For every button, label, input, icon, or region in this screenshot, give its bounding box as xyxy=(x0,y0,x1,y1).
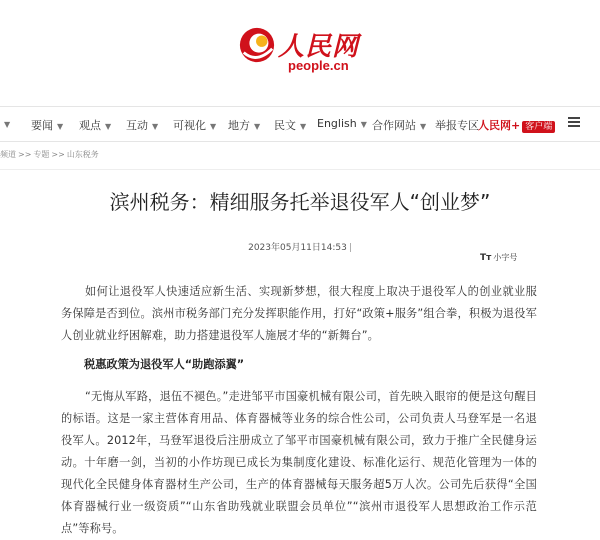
chevron-down-icon: ▼ xyxy=(360,120,367,129)
masthead xyxy=(0,0,600,107)
publish-date: 2023年05月11日14:53 xyxy=(248,243,347,253)
nav-item-label: 要闻 xyxy=(31,119,53,132)
logo-text-cn: 人民网 xyxy=(278,32,360,62)
hamburger-menu-icon[interactable] xyxy=(568,117,580,127)
people-logo-mark-icon xyxy=(238,26,276,64)
nav-item-label: 可视化 xyxy=(173,119,206,132)
divider xyxy=(0,169,600,170)
article-subheading: 税惠政策为退役军人“助跑添翼” xyxy=(84,358,245,371)
nav-item-opinion[interactable] xyxy=(79,117,111,133)
nav-item-label: 民文 xyxy=(274,119,296,132)
chevron-down-icon: ▼ xyxy=(57,122,64,131)
chevron-down-icon: ▼ xyxy=(210,122,217,131)
meta-separator: | xyxy=(348,243,352,253)
chevron-down-icon: ▼ xyxy=(152,122,159,131)
article-paragraph: “无悔从军路，退伍不褪色。”走进邹平市国豪机械有限公司，首先映入眼帘的便是这句醒目的标语。这是一家主营体育用品、体育器械等业务的综合性公司，公司负责人马登军是一名退役军人。2012年，马登军退役后注册成立了邹平市国豪机械有限公司，致力于推广全民健身运动。十年磨一剑，当初的小作坊现已成长为集制度化建设、标准化运行、规范化管理为一体的现代化全民健身体育器材生产公司，生产的体育器械每天服务超5万人次。公司先后获得“全国体育器械行业一级资质”“山东省助残就业联盟会员单位”“滨州市退役军人思想政治工作示范点”等称号。 xyxy=(61,390,537,535)
nav-item-label: English xyxy=(317,117,357,130)
logo-text-en: people.cn xyxy=(288,58,349,73)
nav-item-label: 地方 xyxy=(228,119,250,132)
chevron-down-icon: ▼ xyxy=(300,122,307,131)
font-size-icon: Tт xyxy=(480,253,492,263)
font-size-label: 小字号 xyxy=(493,253,518,262)
chevron-down-icon: ▼ xyxy=(4,120,11,129)
breadcrumb-topic[interactable]: 专题 xyxy=(33,150,50,159)
breadcrumb-shandong-tax[interactable]: 山东税务 xyxy=(66,150,99,159)
article-paragraph: 如何让退役军人快速适应新生活、实现新梦想，很大程度上取决于退役军人的创业就业服务保障是否到位。滨州市税务部门充分发挥职能作用，打好“政策+服务”组合拳，积极为退役军人创业就业纾困解难，助力搭建退役军人施展才华的“新舞台”。 xyxy=(61,285,537,342)
nav-item-cut[interactable] xyxy=(0,117,10,130)
breadcrumb-sep: >> xyxy=(51,150,65,159)
chevron-down-icon: ▼ xyxy=(420,122,427,131)
chevron-down-icon: ▼ xyxy=(105,122,112,131)
app-badge: 客户端 xyxy=(522,121,555,133)
chevron-down-icon: ▼ xyxy=(254,122,261,131)
font-size-toggle[interactable] xyxy=(480,252,526,268)
breadcrumb-channel[interactable]: 频道 xyxy=(0,150,16,159)
people-app-link[interactable] xyxy=(478,117,555,133)
nav-item-local[interactable] xyxy=(228,117,260,133)
nav-item-report[interactable] xyxy=(435,117,479,133)
main-nav xyxy=(0,107,600,142)
nav-item-news[interactable] xyxy=(31,117,63,133)
breadcrumb xyxy=(0,149,101,160)
article-title: 滨州税务：精细服务托举退役军人“创业梦” xyxy=(109,190,491,214)
nav-item-visual[interactable] xyxy=(173,117,216,133)
nav-item-label: 观点 xyxy=(79,119,101,132)
nav-item-ethnic[interactable] xyxy=(274,117,306,133)
people-logo[interactable] xyxy=(238,22,378,82)
nav-item-label: 互动 xyxy=(126,119,148,132)
nav-item-label: 合作网站 xyxy=(372,119,416,132)
nav-item-label: 举报专区 xyxy=(435,119,479,132)
breadcrumb-sep: >> xyxy=(18,150,32,159)
app-brand-label: 人民网+ xyxy=(478,119,521,132)
nav-item-english[interactable] xyxy=(317,117,367,130)
nav-item-interact[interactable] xyxy=(126,117,158,133)
nav-item-partners[interactable] xyxy=(372,117,426,133)
